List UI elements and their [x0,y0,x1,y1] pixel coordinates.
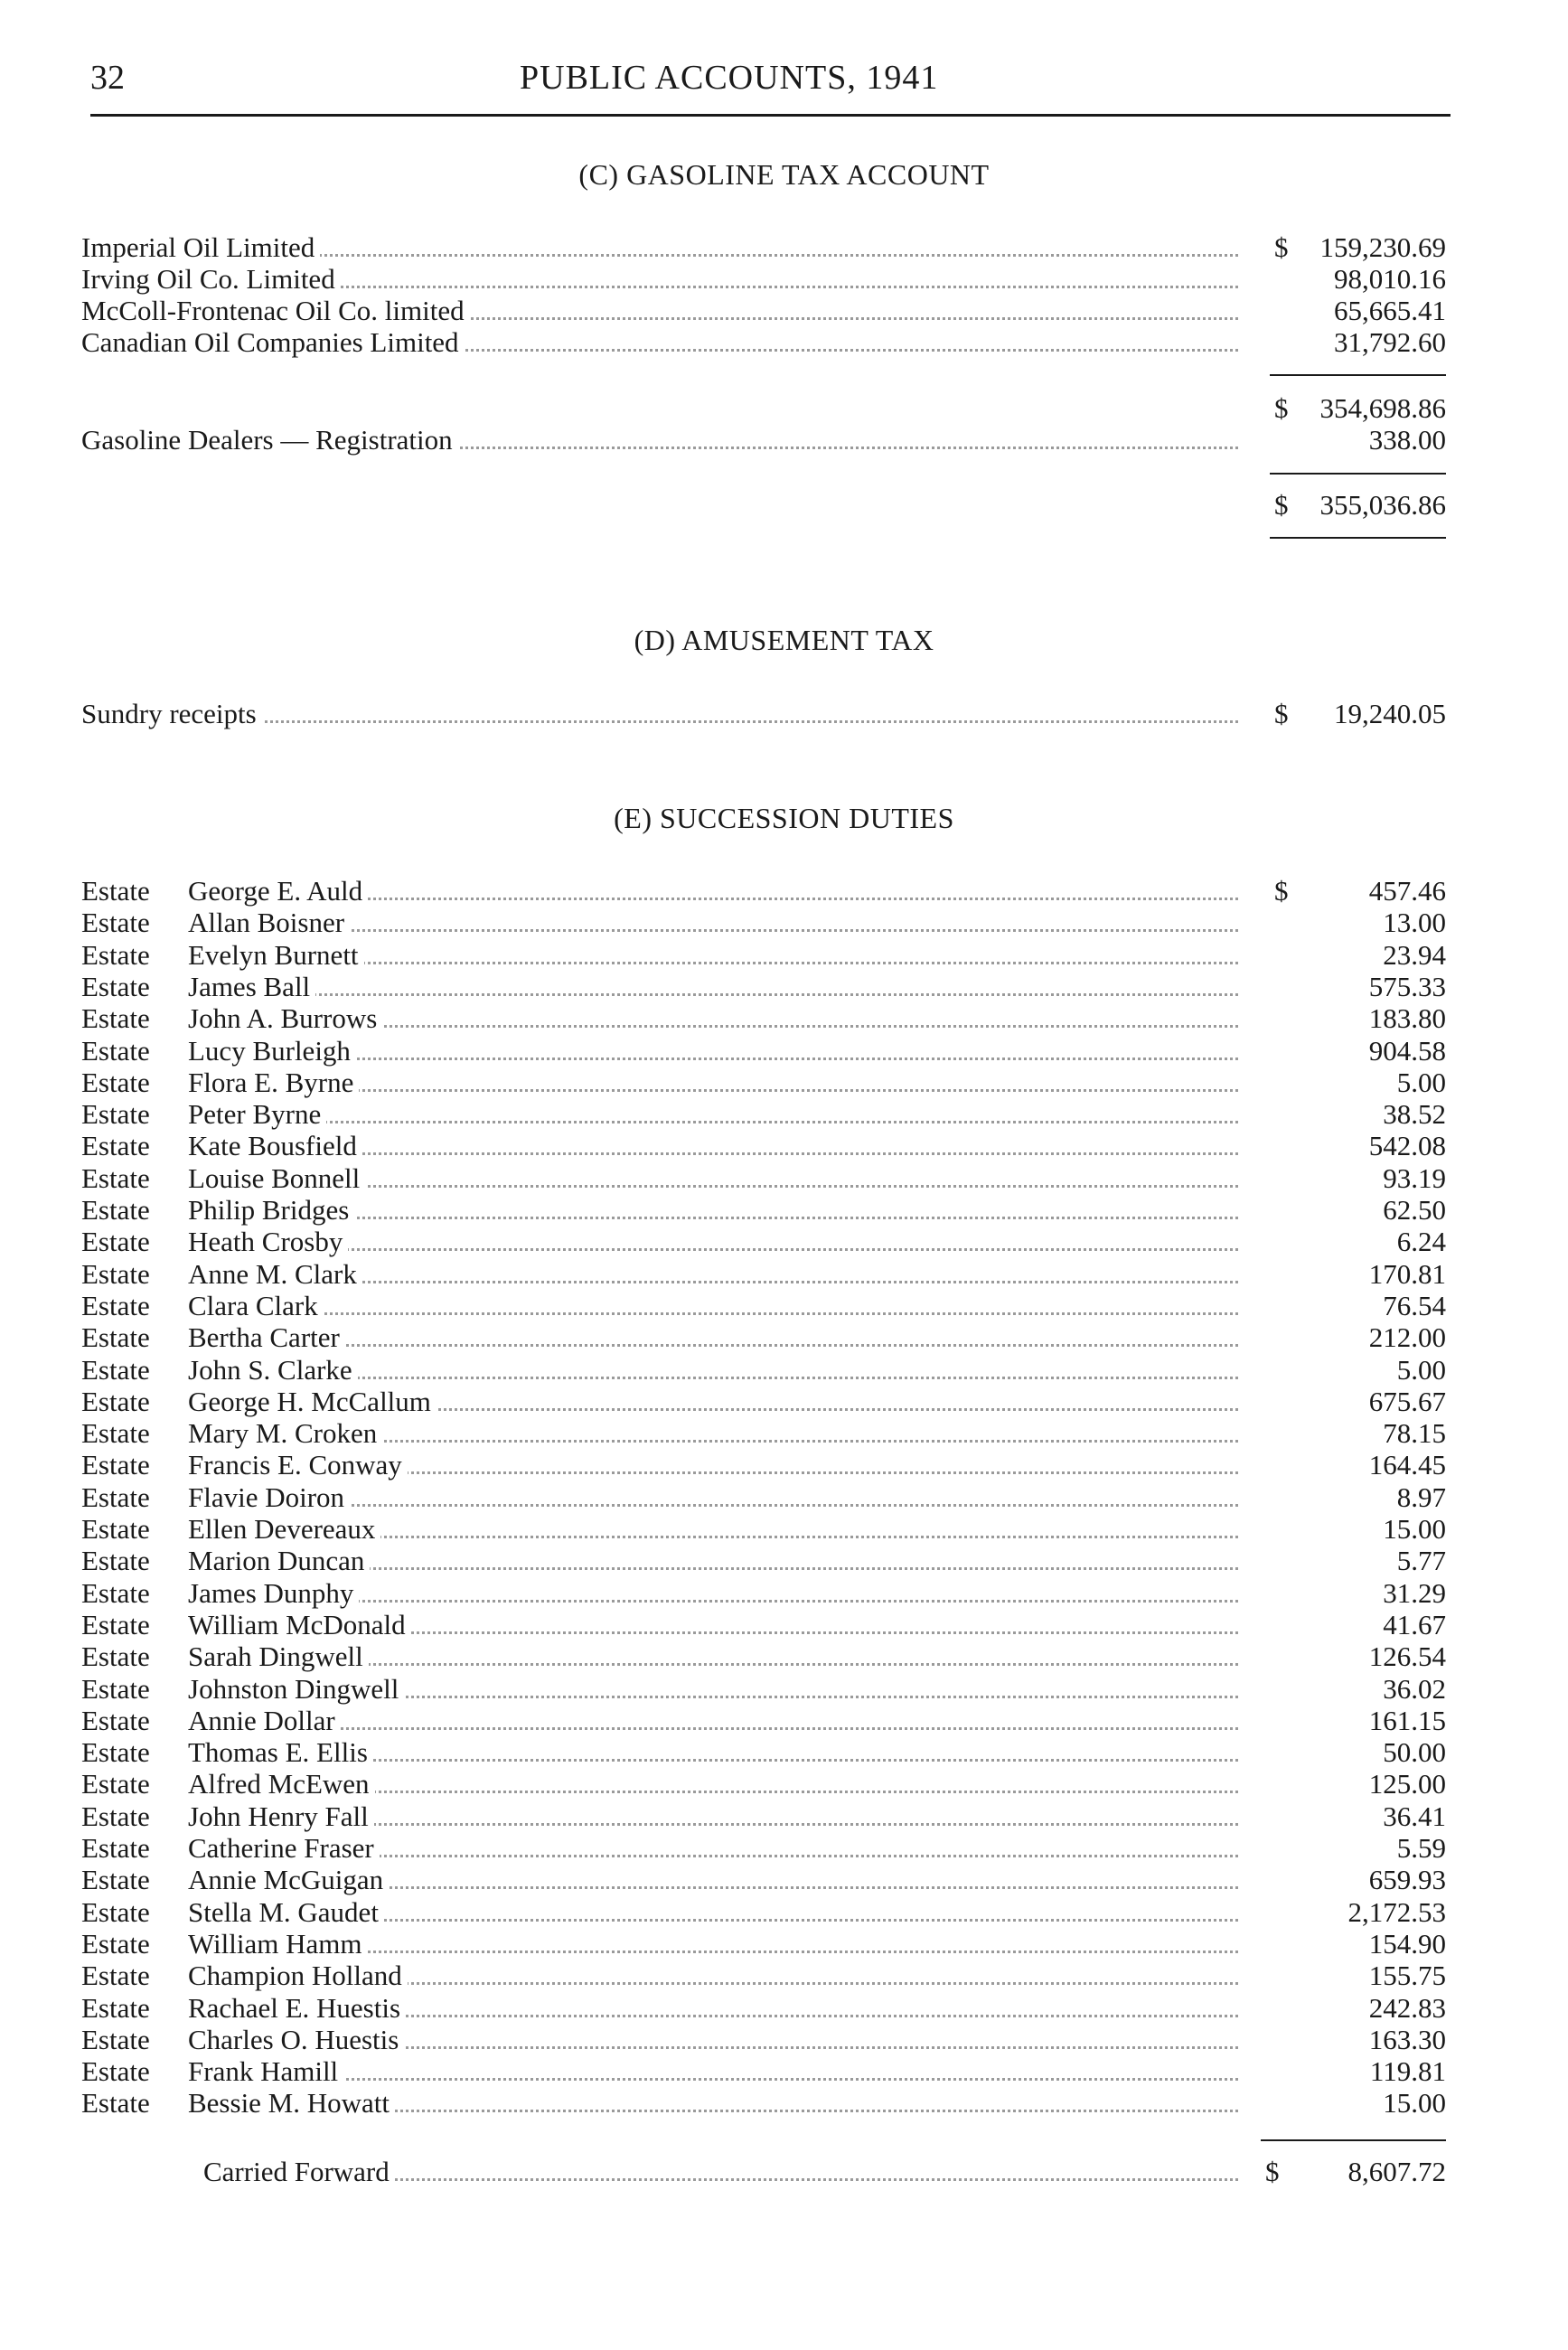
leader-dots [90,720,1238,723]
estate-name: Heath Crosby [188,1226,343,1258]
estate-name: George H. McCallum [188,1385,431,1417]
estate-amount: 62.50 [1383,1194,1446,1226]
estate-prefix: Estate [81,907,150,939]
succession-row [81,1098,1446,1131]
estate-amount: 575.33 [1368,970,1446,1002]
estate-amount: 31.29 [1383,1576,1446,1609]
succession-row [81,1960,1446,1992]
succession-row [81,1449,1446,1481]
estate-name: Louise Bonnell [188,1161,361,1194]
currency-sign: $ [1274,231,1289,263]
estate-prefix: Estate [81,1385,150,1417]
estate-name: Francis E. Conway [188,1449,402,1481]
gasoline-row [81,295,1446,327]
succession-row [81,1417,1446,1450]
succession-row [81,1002,1446,1035]
estate-prefix: Estate [81,1704,150,1736]
estate-prefix: Estate [81,1417,150,1450]
estate-prefix: Estate [81,938,150,971]
estate-name: Bertha Carter [188,1321,340,1354]
estate-name: Ellen Devereaux [188,1513,376,1545]
estate-amount: 154.90 [1368,1927,1446,1960]
estate-amount: 15.00 [1383,2087,1446,2120]
estate-prefix: Estate [81,2023,150,2055]
estate-prefix: Estate [81,1927,150,1960]
estate-prefix: Estate [81,2055,150,2088]
estate-name: Marion Duncan [188,1545,365,1577]
succession-row [81,971,1446,1003]
estate-name: Bessie M. Howatt [188,2087,390,2120]
succession-row [81,1609,1446,1641]
estate-amount: 2,172.53 [1347,1895,1446,1928]
estate-amount: 659.93 [1368,1864,1446,1896]
estate-amount: 5.77 [1396,1545,1446,1577]
succession-row [81,1035,1446,1067]
estate-amount: 457.46 [1368,875,1446,907]
estate-name: James Ball [188,970,311,1002]
section-title-amusement: (D) AMUSEMENT TAX [634,624,934,656]
section-title-succession: (E) SUCCESSION DUTIES [614,802,954,834]
estate-amount: 93.19 [1383,1161,1446,1194]
estate-name: Allan Boisner [188,907,345,939]
estate-name: Lucy Burleigh [188,1034,351,1067]
estate-prefix: Estate [81,1130,150,1162]
estate-amount: 212.00 [1368,1321,1446,1354]
estate-amount: 125.00 [1368,1768,1446,1800]
estate-name: Philip Bridges [188,1194,350,1226]
estate-amount: 119.81 [1369,2055,1446,2088]
amusement-row-label: Sundry receipts [81,698,262,730]
estate-prefix: Estate [81,1800,150,1832]
estate-amount: 41.67 [1383,1608,1446,1640]
estate-amount: 36.41 [1383,1800,1446,1832]
estate-name: Champion Holland [188,1960,402,1992]
estate-prefix: Estate [81,1002,150,1035]
carried-forward-label: Carried Forward [203,2156,395,2188]
estate-prefix: Estate [81,1545,150,1577]
estate-prefix: Estate [81,1576,150,1609]
estate-prefix: Estate [81,1161,150,1194]
succession-row [81,1705,1446,1737]
currency-sign: $ [1274,875,1289,907]
gasoline-subtotal-row [81,392,1446,425]
gasoline-row [81,231,1446,264]
succession-row [81,1130,1446,1162]
estate-prefix: Estate [81,875,150,907]
succession-row [81,1864,1446,1896]
estate-amount: 13.00 [1383,907,1446,939]
succession-row [81,1481,1446,1514]
total-underline-rule [1270,537,1446,539]
succession-row [81,1673,1446,1706]
currency-sign: $ [1274,392,1289,424]
estate-prefix: Estate [81,2087,150,2120]
header-rule [90,114,1451,117]
estate-prefix: Estate [81,1864,150,1896]
estate-name: John S. Clarke [188,1353,352,1386]
estate-amount: 36.02 [1383,1672,1446,1705]
gasoline-row-label: Imperial Oil Limited [81,231,320,264]
estate-name: James Dunphy [188,1576,354,1609]
succession-row [81,1928,1446,1960]
estate-prefix: Estate [81,1353,150,1386]
estate-amount: 5.00 [1396,1066,1446,1098]
estate-name: William Hamm [188,1927,362,1960]
estate-name: Johnston Dingwell [188,1672,399,1705]
estate-name: Anne M. Clark [188,1257,357,1290]
estate-amount: 183.80 [1368,1002,1446,1035]
succession-row [81,1354,1446,1386]
estate-name: Peter Byrne [188,1098,322,1131]
estate-prefix: Estate [81,1991,150,2024]
succession-row [81,1513,1446,1546]
estate-prefix: Estate [81,1736,150,1769]
estate-name: Thomas E. Ellis [188,1736,368,1769]
carried-forward-amount: 8,607.72 [1347,2156,1446,2187]
page-number: 32 [90,59,125,97]
estate-prefix: Estate [81,1640,150,1673]
succession-row [81,1194,1446,1227]
succession-row [81,2087,1446,2120]
estate-name: Stella M. Gaudet [188,1895,379,1928]
estate-amount: 38.52 [1383,1098,1446,1131]
estate-prefix: Estate [81,1672,150,1705]
succession-row [81,1896,1446,1929]
gasoline-row-amount: 31,792.60 [1334,326,1446,358]
estate-name: John Henry Fall [188,1800,369,1832]
gasoline-row-label: McColl-Frontenac Oil Co. limited [81,295,470,327]
estate-amount: 8.97 [1396,1480,1446,1513]
estate-amount: 242.83 [1368,1991,1446,2024]
estate-amount: 50.00 [1383,1736,1446,1769]
estate-name: Annie McGuigan [188,1864,384,1896]
estate-prefix: Estate [81,1098,150,1131]
succession-row [81,1832,1446,1865]
gasoline-total-row [81,489,1446,522]
estate-prefix: Estate [81,970,150,1002]
gasoline-subtotal-amount: 354,698.86 [1319,392,1446,424]
gasoline-row-label: Canadian Oil Companies Limited [81,326,465,359]
succession-row [81,2024,1446,2056]
amusement-row-amount: 19,240.05 [1334,698,1446,729]
estate-prefix: Estate [81,1832,150,1864]
estate-amount: 170.81 [1368,1257,1446,1290]
gasoline-row [81,326,1446,359]
subtotal-rule [1270,374,1446,376]
estate-name: Mary M. Croken [188,1417,378,1450]
estate-prefix: Estate [81,1257,150,1290]
succession-row [81,1321,1446,1354]
currency-sign: $ [1274,698,1289,729]
registration-amount: 338.00 [1368,424,1446,456]
estate-amount: 155.75 [1368,1960,1446,1992]
estate-amount: 76.54 [1383,1289,1446,1321]
estate-name: George E. Auld [188,875,363,907]
succession-row [81,1226,1446,1258]
succession-row [81,1768,1446,1800]
estate-prefix: Estate [81,1449,150,1481]
succession-row [81,1386,1446,1418]
succession-row [81,1577,1446,1610]
estate-prefix: Estate [81,1194,150,1226]
estate-amount: 5.59 [1396,1832,1446,1864]
estate-name: Rachael E. Huestis [188,1991,401,2024]
estate-prefix: Estate [81,1066,150,1098]
estate-name: Flora E. Byrne [188,1066,354,1098]
succession-row [81,2055,1446,2088]
estate-prefix: Estate [81,1226,150,1258]
succession-row [81,1067,1446,1099]
estate-amount: 164.45 [1368,1449,1446,1481]
carried-forward-rule [1261,2139,1446,2141]
estate-prefix: Estate [81,1960,150,1992]
estate-amount: 904.58 [1368,1034,1446,1067]
gasoline-registration-row [81,424,1446,456]
gasoline-row-amount: 98,010.16 [1334,263,1446,295]
estate-amount: 161.15 [1368,1704,1446,1736]
estate-prefix: Estate [81,1289,150,1321]
estate-name: Annie Dollar [188,1704,335,1736]
estate-amount: 5.00 [1396,1353,1446,1386]
amusement-row [81,698,1446,730]
estate-prefix: Estate [81,1608,150,1640]
gasoline-row [81,263,1446,296]
succession-row [81,1640,1446,1673]
estate-amount: 163.30 [1368,2023,1446,2055]
registration-label: Gasoline Dealers — Registration [81,424,458,456]
estate-amount: 78.15 [1383,1417,1446,1450]
estate-name: Charles O. Huestis [188,2023,399,2055]
estate-amount: 675.67 [1368,1385,1446,1417]
estate-amount: 542.08 [1368,1130,1446,1162]
page-title: PUBLIC ACCOUNTS, 1941 [520,59,939,97]
carried-forward-row [81,2156,1446,2188]
estate-prefix: Estate [81,1034,150,1067]
succession-row [81,1162,1446,1195]
estate-amount: 126.54 [1368,1640,1446,1673]
succession-row [81,1800,1446,1833]
currency-sign: $ [1265,2156,1280,2187]
succession-row [81,1545,1446,1577]
estate-amount: 6.24 [1396,1226,1446,1258]
succession-row [81,1290,1446,1322]
estate-name: William McDonald [188,1608,406,1640]
estate-name: Clara Clark [188,1289,318,1321]
gasoline-row-amount: 159,230.69 [1319,231,1446,263]
gasoline-row-amount: 65,665.41 [1334,295,1446,326]
currency-sign: $ [1274,489,1289,521]
estate-amount: 15.00 [1383,1513,1446,1545]
estate-name: Sarah Dingwell [188,1640,363,1673]
section-title-gasoline: (C) GASOLINE TAX ACCOUNT [578,158,990,191]
gasoline-row-label: Irving Oil Co. Limited [81,263,341,296]
total-rule [1270,473,1446,475]
estate-prefix: Estate [81,1321,150,1354]
estate-name: Evelyn Burnett [188,938,359,971]
estate-prefix: Estate [81,1768,150,1800]
estate-amount: 23.94 [1383,938,1446,971]
estate-name: Flavie Doiron [188,1480,345,1513]
estate-name: Alfred McEwen [188,1768,370,1800]
estate-prefix: Estate [81,1895,150,1928]
estate-prefix: Estate [81,1480,150,1513]
succession-row [81,939,1446,972]
succession-row [81,1736,1446,1769]
estate-prefix: Estate [81,1513,150,1545]
estate-name: Frank Hamill [188,2055,339,2088]
succession-row [81,1258,1446,1291]
gasoline-total-amount: 355,036.86 [1319,489,1446,521]
succession-row [81,875,1446,907]
succession-row [81,907,1446,939]
estate-name: John A. Burrows [188,1002,378,1035]
estate-name: Kate Bousfield [188,1130,357,1162]
succession-row [81,1992,1446,2025]
estate-name: Catherine Fraser [188,1832,374,1864]
